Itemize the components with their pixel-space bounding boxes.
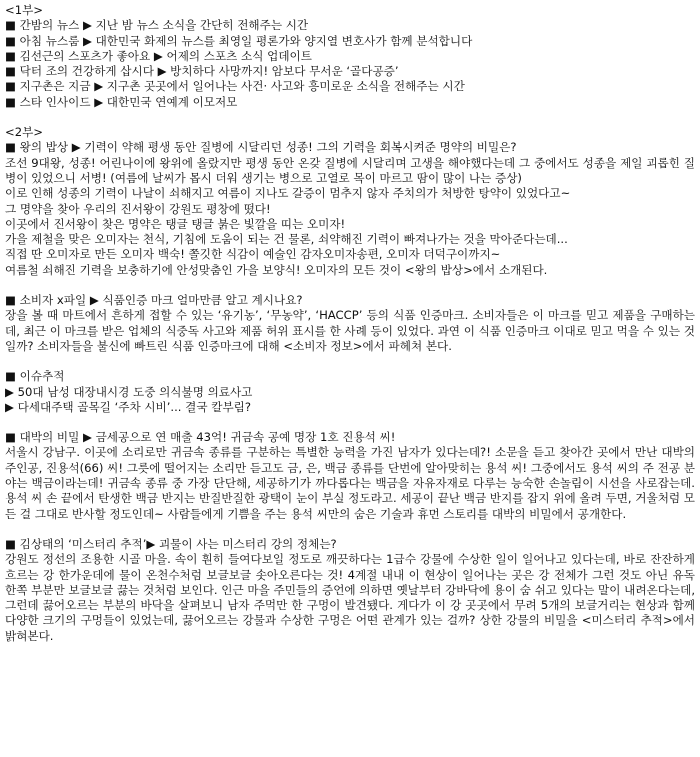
segment-title: ■ 김상태의 ‘미스터리 추적’▶ 괴물이 사는 미스터리 강의 정체는? [5, 536, 337, 551]
part2-heading: <2부> [5, 125, 44, 140]
segment-paragraph: 이로 인해 성종의 기력이 나날이 쇠해지고 여름이 지나도 갈증이 멈추지 않자 주치의가 처방한 탕약이 있었다고~ [5, 186, 571, 201]
segment-paragraph: 직접 딴 오미자로 만든 오미자 백숙! 쫄깃한 식감이 예술인 감자오미자송편, 오미자 더덕구이까지~ [5, 247, 501, 262]
segment-paragraph: 가을 제철을 맞은 오미자는 천식, 기침에 도움이 되는 건 물론, 쇠약해진 기력이 빠져나가는 것을 막아준다는데... [5, 232, 568, 247]
segment-title: ■ 이슈추적 [5, 369, 65, 384]
issue-item: ▶ 50대 남성 대장내시경 도중 의식불명 의료사고 [5, 384, 253, 399]
segment-paragraph: 여름철 쇠해진 기력을 보충하기에 안성맞춤인 가을 보양식! 오미자의 모든 것이 <왕의 밥상>에서 소개된다. [5, 262, 548, 277]
spacer [5, 354, 695, 369]
segment-paragraph: 조선 9대왕, 성종! 어린나이에 왕위에 올랐지만 평생 동안 온갖 질병에 시달리며 고생을 해야했다는데 그 중에서도 성종을 제일 괴롭힌 질병이 있었으니 서병! (여름에 날씨가 몹시 더워 생기는 병으로 고열로 목이 마르고 땀이 많이 나는 증상) [5, 155, 695, 185]
part1-item: ■ 닥터 조의 건강하게 삽시다 ▶ 방치하다 사망까지! 암보다 무서운 ‘골다공증’ [5, 64, 399, 79]
part1-item: ■ 아침 뉴스룸 ▶ 대한민국 화제의 뉴스를 최영일 평론가와 양지열 변호사가 함께 분석합니다 [5, 33, 473, 48]
part1-item: ■ 간밤의 뉴스 ▶ 지난 밤 뉴스 소식을 간단히 전해주는 시간 [5, 18, 309, 33]
issue-item: ▶ 다세대주택 골목길 ‘주차 시비’... 결국 칼부림? [5, 399, 252, 414]
segment-paragraph: 이곳에서 진서왕이 찾은 명약은 탱글 탱글 붉은 빛깔을 띠는 오미자! [5, 216, 346, 231]
part1-item: ■ 김선근의 스포츠가 좋아요 ▶ 어제의 스포츠 소식 업데이트 [5, 48, 312, 63]
segment-title: ■ 대박의 비밀 ▶ 금세공으로 연 매출 43억! 귀금속 공예 명장 1호 진용석 씨! [5, 430, 396, 445]
spacer [5, 110, 695, 125]
segment-title: ■ 왕의 밥상 ▶ 기력이 약해 평생 동안 질병에 시달리던 성종! 그의 기력을 회복시켜준 명약의 비밀은? [5, 140, 517, 155]
spacer [5, 415, 695, 430]
segment-paragraph: 그 명약을 찾아 우리의 진서왕이 강원도 평창에 떴다! [5, 201, 271, 216]
segment-title: ■ 소비자 x파일 ▶ 식품인증 마크 얼마만큼 알고 계시나요? [5, 293, 303, 308]
part1-item: ■ 스타 인사이드 ▶ 대한민국 연예계 이모저모 [5, 94, 238, 109]
spacer [5, 278, 695, 293]
segment-paragraph: 강원도 정선의 조용한 시골 마을. 속이 훤히 들여다보일 정도로 깨끗하다는 1급수 강물에 수상한 일이 일어나고 있다는데, 바로 잔잔하게 흐르는 강 한가운데에 물이 온천수처럼 보글보글 솟아오른다는 것! 4계절 내내 이 현상이 일어나는 곳은 강 전체가 그런 것도 아닌 유독 한쪽 부분만 보글보글 끓는 것처럼 보인다. 인근 마을 주민들의 증언에 의하면 옛날부터 강바닥에 용이 숨 쉬고 있다는 말이 내려온다는데, 그런데 끓어오르는 부분의 바닥을 살펴보니 남자 주먹만 한 구멍이 발견됐다. 게다가 이 강 곳곳에서 무려 5개의 보글거리는 현상과 함께 다양한 크기의 구멍들이 있었는데, 끓어오르는 강물과 수상한 구멍은 어떤 관계가 있는 걸까? 상한 강물의 비밀을 <미스터리 추적>에서 밝혀본다. [5, 552, 695, 643]
part1-item: ■ 지구촌은 지금 ▶ 지구촌 곳곳에서 일어나는 사건· 사고와 흥미로운 소식을 전해주는 시간 [5, 79, 465, 94]
spacer [5, 522, 695, 537]
part1-heading: <1부> [5, 3, 44, 17]
segment-paragraph: 장을 볼 때 마트에서 흔하게 접할 수 있는 ‘유기농’, ‘무농약’, ‘HACCP’ 등의 식품 인증마크. 소비자들은 이 마크를 믿고 제품을 구매하는데, 최근 이 마크를 받은 업체의 식중독 사고와 제품 허위 표시를 한 사례 등이 있었다. 과연 이 식품 인증마크 이대로 믿고 먹을 수 있는 것일까? 소비자들을 불신에 빠트린 식품 인증마크에 대해 <소비자 정보>에서 파헤쳐 본다. [5, 308, 695, 353]
segment-paragraph: 서울시 강남구. 이곳에 소리로만 귀금속 종류를 구분하는 특별한 능력을 가진 남자가 있다는데?! 소문을 듣고 찾아간 곳에서 만난 대박의 주인공, 진용석(66) 씨! 그릇에 떨어지는 소리만 듣고도 금, 은, 백금 종류를 단번에 알아맞히는 용석 씨! 그중에서도 용석 씨의 주 전공 분야는 백금이라는데! 귀금속 종류 중 가장 단단해, 세공하기가 까다롭다는 백금을 자유자재로 다루는 능숙한 손놀림이 시선을 사로잡는데. 용석 씨 손 끝에서 탄생한 백금 반지는 반질반질한 광택이 눈이 부실 정도라고. 세공이 끝난 백금 반지를 잡지 위에 올려 두면, 거울처럼 모든 걸 그대로 반사할 정도인데~ 사람들에게 기쁨을 주는 용석 씨만의 숨은 기술과 휴먼 스토리를 대박의 비밀에서 공개한다. [5, 445, 695, 521]
